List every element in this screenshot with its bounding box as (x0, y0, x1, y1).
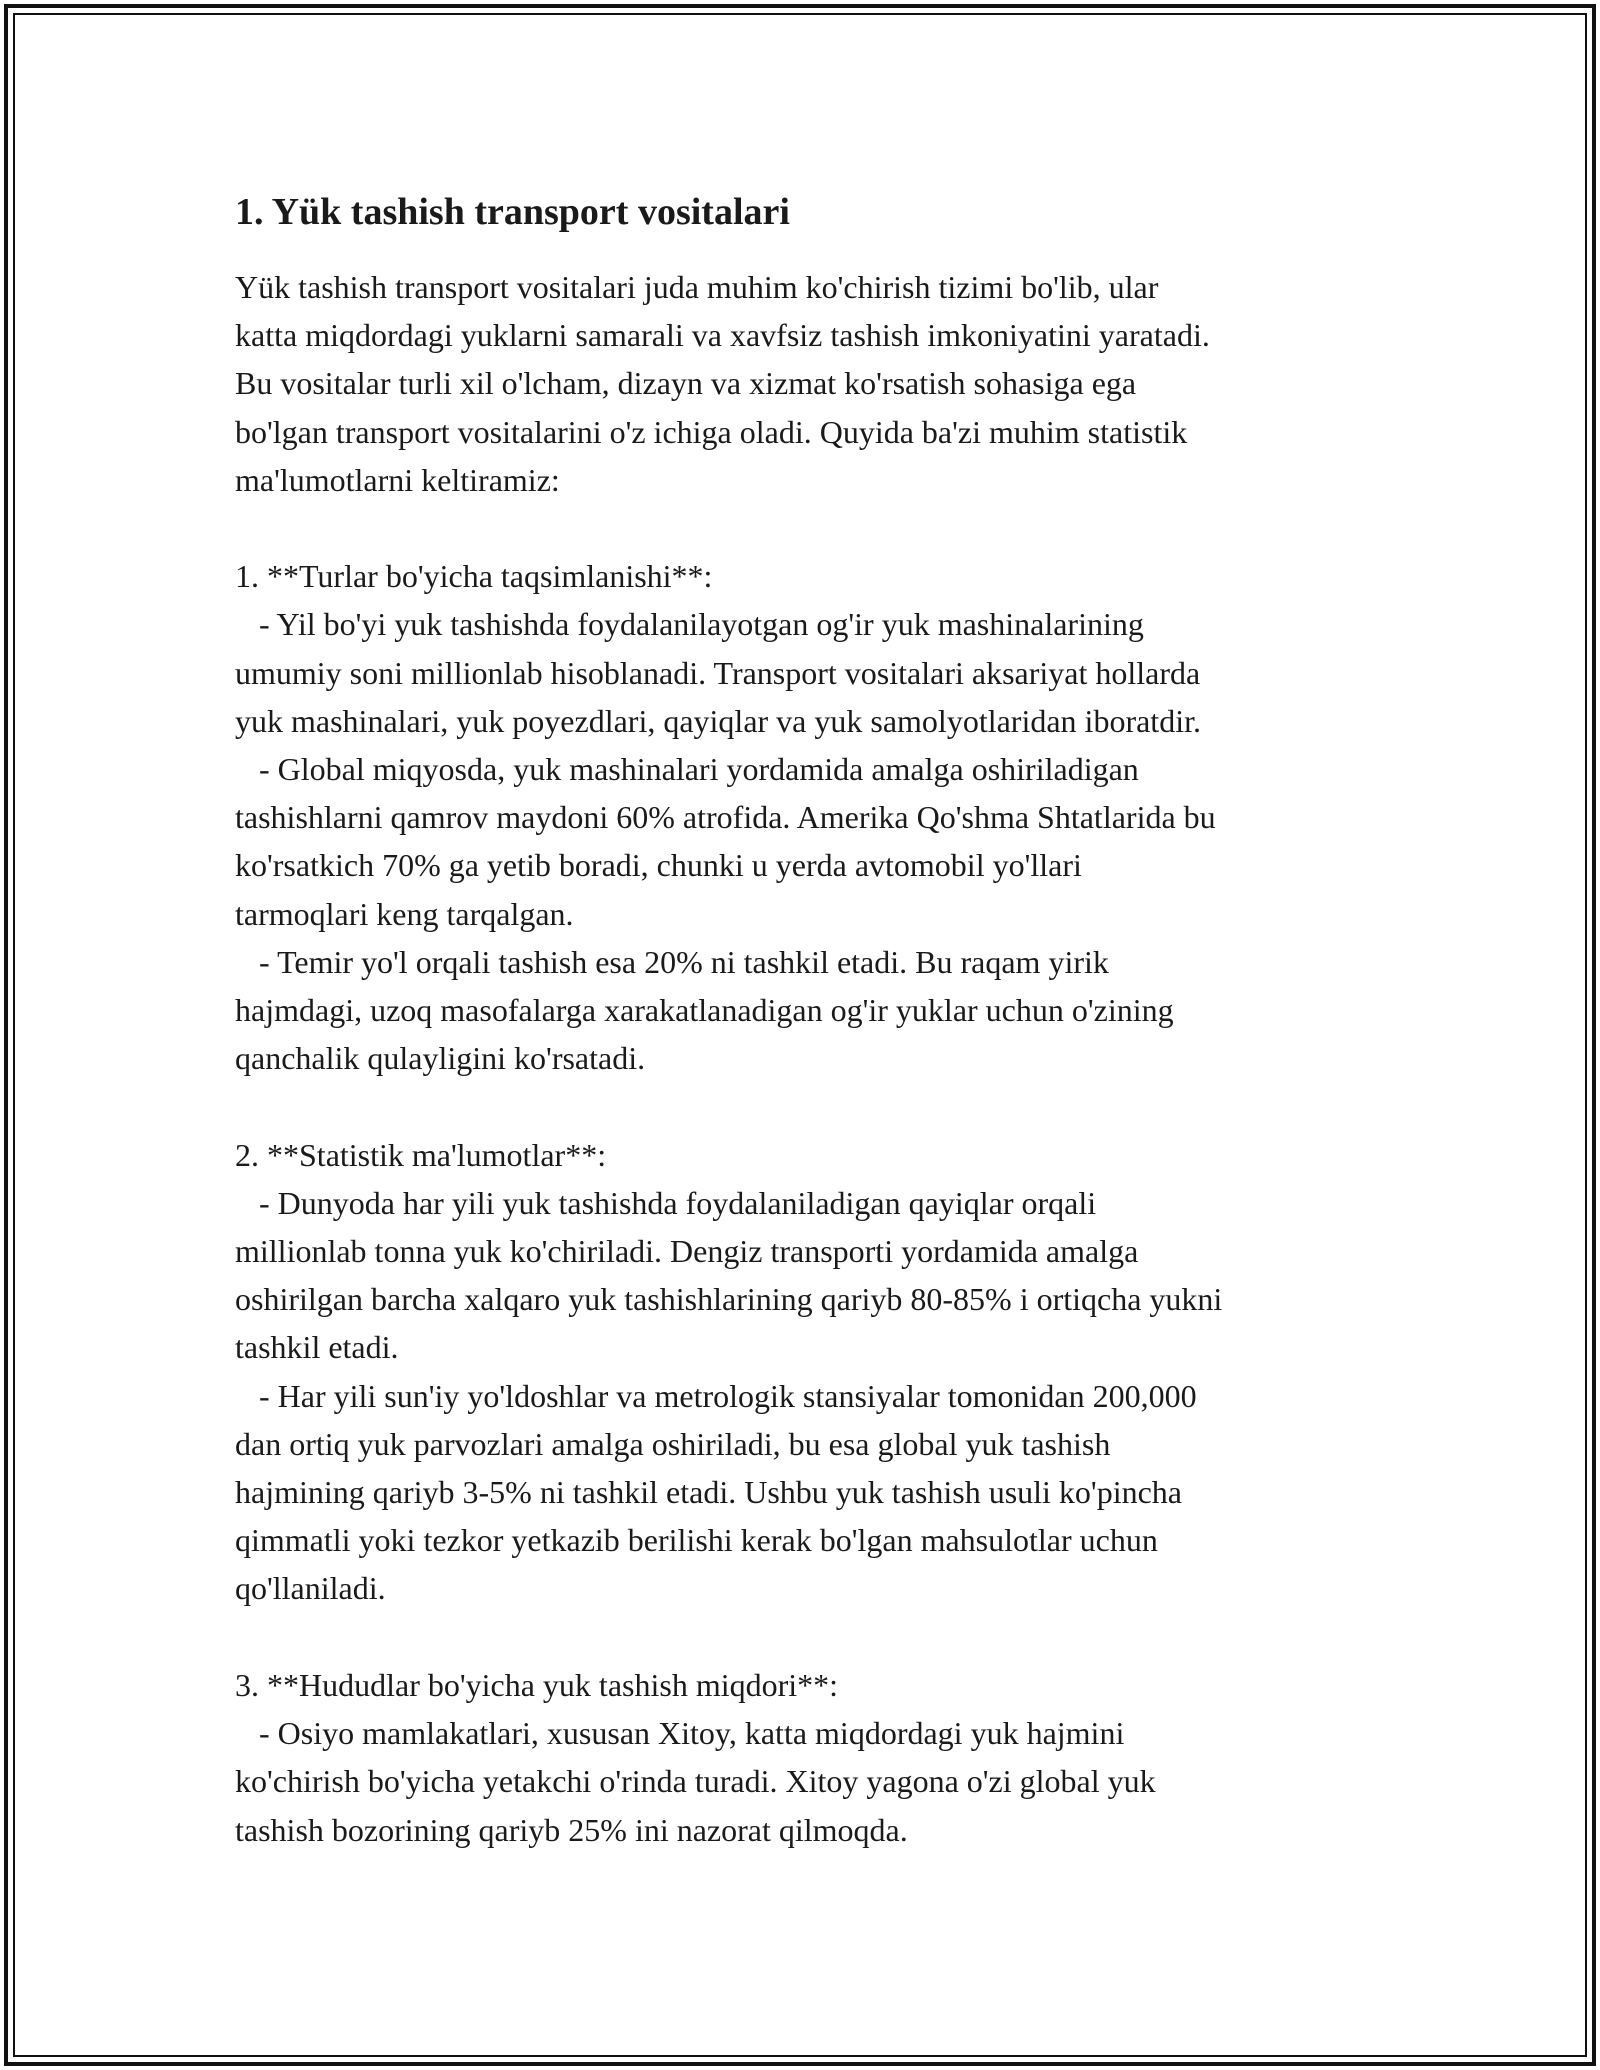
document-content (235, 180, 1375, 1854)
document-body: Yük tashish transport vositalari juda muhim ko'chirish tizimi bo'lib, ular katta miqdordagi yuklarni samarali va xavfsiz tashish imkoniyatini yaratadi. Bu vositalar turli xil o'lcham, dizayn va xizmat ko'rsatish sohasiga ega bo'lgan transport vositalarini o'z ichiga oladi. Quyida ba'zi muhim statistik ma'lumotlarni keltiramiz: 1. **Turlar bo'yicha taqsimlanishi**: - Yil bo'yi yuk tashishda foydalanilayotgan og'ir yuk mashinalarining umumiy soni millionlab hisoblanadi. Transport vositalari aksariyat hollarda yuk mashinalari, yuk poyezdlari, qayiqlar va yuk samolyotlaridan iboratdir. - Global miqyosda, yuk mashinalari yordamida amalga oshiriladigan tashishlarni qamrov maydoni 60% atrofida. Amerika Qo'shma Shtatlarida bu ko'rsatkich 70% ga yetib boradi, chunki u yerda avtomobil yo'llari tarmoqlari keng tarqalgan. - Temir yo'l orqali tashish esa 20% ni tashkil etadi. Bu raqam yirik hajmdagi, uzoq masofalarga xarakatlanadigan og'ir yuklar uchun o'zining qanchalik qulayligini ko'rsatadi. 2. **Statistik ma'lumotlar**: - Dunyoda har yili yuk tashishda foydalaniladigan qayiqlar orqali millionlab tonna yuk ko'chiriladi. Dengiz transporti yordamida amalga oshirilgan barcha xalqaro yuk tashishlarining qariyb 80-85% i ortiqcha yukni tashkil etadi. - Har yili sun'iy yo'ldoshlar va metrologik stansiyalar tomonidan 200,000 dan ortiq yuk parvozlari amalga oshiriladi, bu esa global yuk tashish hajmining qariyb 3-5% ni tashkil etadi. Ushbu yuk tashish usuli ko'pincha qimmatli yoki tezkor yetkazib berilishi kerak bo'lgan mahsulotlar uchun qo'llaniladi. 3. **Hududlar bo'yicha yuk tashish miqdori**: - Osiyo mamlakatlari, xususan Xitoy, katta miqdordagi yuk hajmini ko'chirish bo'yicha yetakchi o'rinda turadi. Xitoy yagona o'zi global yuk tashish bozorining qariyb 25% ini nazorat qilmoqda. (235, 269, 1223, 1848)
page-title: 1. Yük tashish transport vositalari (235, 191, 790, 233)
